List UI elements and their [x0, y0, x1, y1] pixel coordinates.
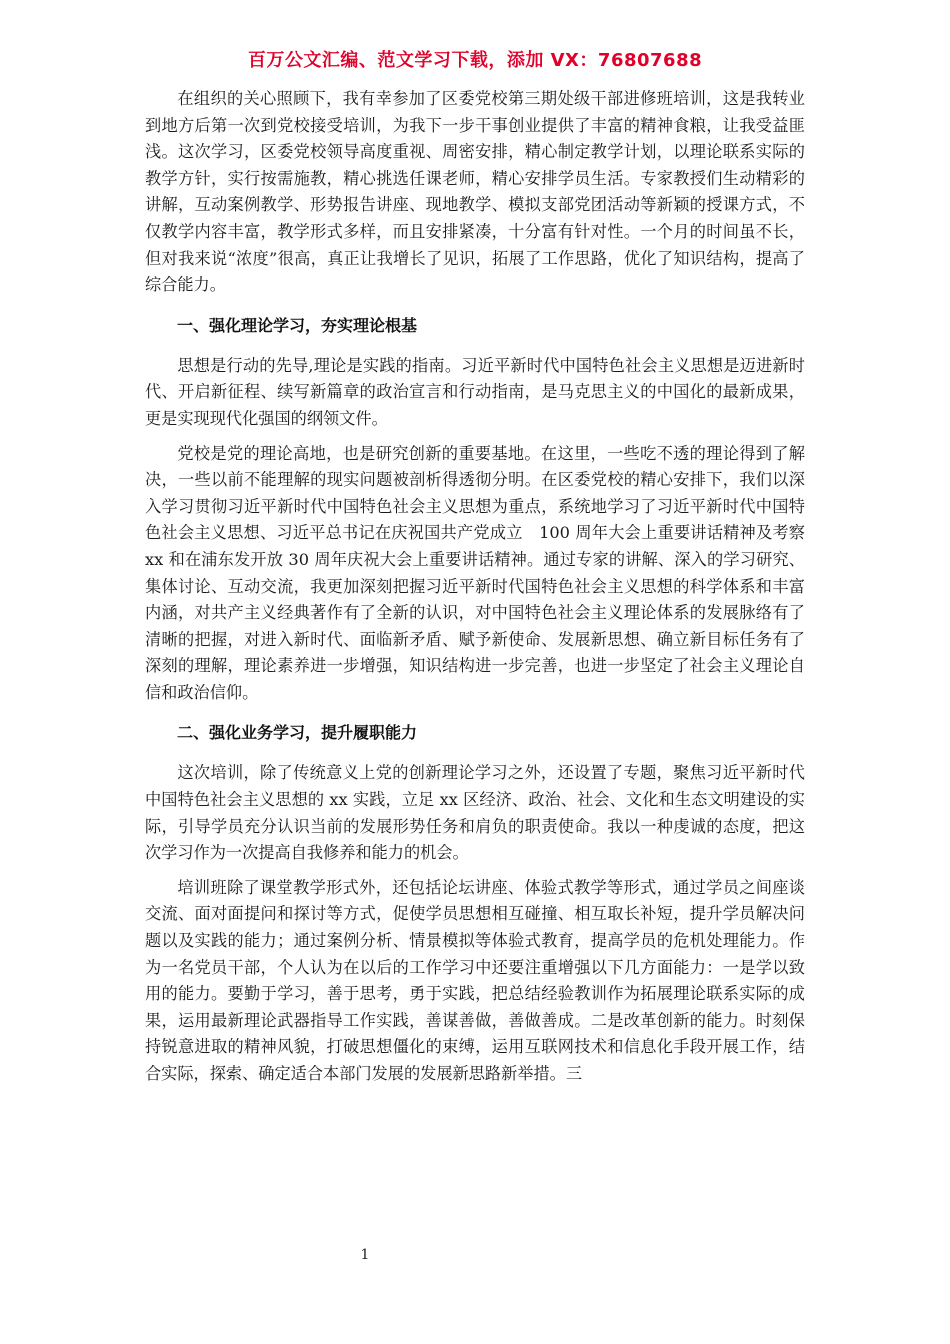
- section2-paragraph-1: 这次培训，除了传统意义上党的创新理论学习之外，还设置了专题，聚焦习近平新时代中国特色社会主义思想的 xx 实践，立足 xx 区经济、政治、社会、文化和生态文明建设的实际，引导学员充分认识当前的发展形势任务和肩负的职责使命。我以一种虔诚的态度，把这次学习作为一次提高自我修养和能力的机会。: [145, 763, 805, 863]
- section1-paragraph-1: 思想是行动的先导,理论是实践的指南。习近平新时代中国特色社会主义思想是迈进新时代、开启新征程、续写新篇章的政治宣言和行动指南，是马克思主义的中国化的最新成果，更是实现现代化强国的纲领文件。: [145, 355, 805, 428]
- page-number: 1: [360, 1247, 370, 1263]
- section-heading-1: 一、强化理论学习，夯实理论根基: [177, 315, 418, 335]
- section1-paragraph-2: 党校是党的理论高地，也是研究创新的重要基地。在这里，一些吃不透的理论得到了解决，一些以前不能理解的现实问题被剖析得透彻分明。在区委党校的精心安排下，我们以深入学习贯彻习近平新时代中国特色社会主义思想为重点，系统地学习了习近平新时代中国特色社会主义思想、习近平总书记在庆祝国共产党成立 100 周年大会上重要讲话精神及考察 xx 和在浦东发开放 30 周年庆祝大会上重要讲话精神。通过专家的讲解、深入的学习研究、集体讨论、互动交流，我更加深刻把握习近平新时代国特色社会主义思想的科学体系和丰富内涵，对共产主义经典著作有了全新的认识，对中国特色社会主义理论体系的发展脉络有了清晰的把握，对进入新时代、面临新矛盾、赋予新使命、发展新思想、确立新目标任务有了深刻的理解，理论素养进一步增强，知识结构进一步完善，也进一步坚定了社会主义理论自信和政治信仰。: [145, 443, 805, 702]
- section2-paragraph-2: 培训班除了课堂教学形式外，还包括论坛讲座、体验式教学等形式，通过学员之间座谈交流、面对面提问和探讨等方式，促使学员思想相互碰撞、相互取长补短，提升学员解决问题以及实践的能力；通过案例分析、情景模拟等体验式教育，提高学员的危机处理能力。作为一名党员干部，个人认为在以后的工作学习中还要注重增强以下几方面能力：一是学以致用的能力。要勤于学习，善于思考，勇于实践，把总结经验教训作为拓展理论联系实际的成果，运用最新理论武器指导工作实践，善谋善做，善做善成。二是改革创新的能力。时刻保持锐意进取的精神风貌，打破思想僵化的束缚，运用互联网技术和信息化手段开展工作，结合实际，探索、确定适合本部门发展的发展新思路新举措。三: [145, 877, 805, 1083]
- section-heading-2: 二、强化业务学习，提升履职能力: [177, 723, 418, 743]
- intro-paragraph: 在组织的关心照顾下，我有幸参加了区委党校第三期处级干部进修班培训，这是我转业到地方后第一次到党校接受培训，为我下一步干事创业提供了丰富的精神食粮，让我受益匪浅。这次学习，区委党校领导高度重视、周密安排，精心制定教学计划，以理论联系实际的教学方针，实行按需施教，精心挑选任课老师，精心安排学员生活。专家教授们生动精彩的讲解，互动案例教学、形势报告讲座、现地教学、模拟支部党团活动等新颖的授课方式，不仅教学内容丰富，教学形式多样，而且安排紧凑，十分富有针对性。一个月的时间虽不长，但对我来说“浓度”很高，真正让我增长了见识，拓展了工作思路，优化了知识结构，提高了综合能力。: [145, 89, 805, 295]
- watermark-banner: 百万公文汇编、范文学习下载，添加 VX：76807688: [247, 50, 703, 71]
- document-body: [145, 86, 805, 1096]
